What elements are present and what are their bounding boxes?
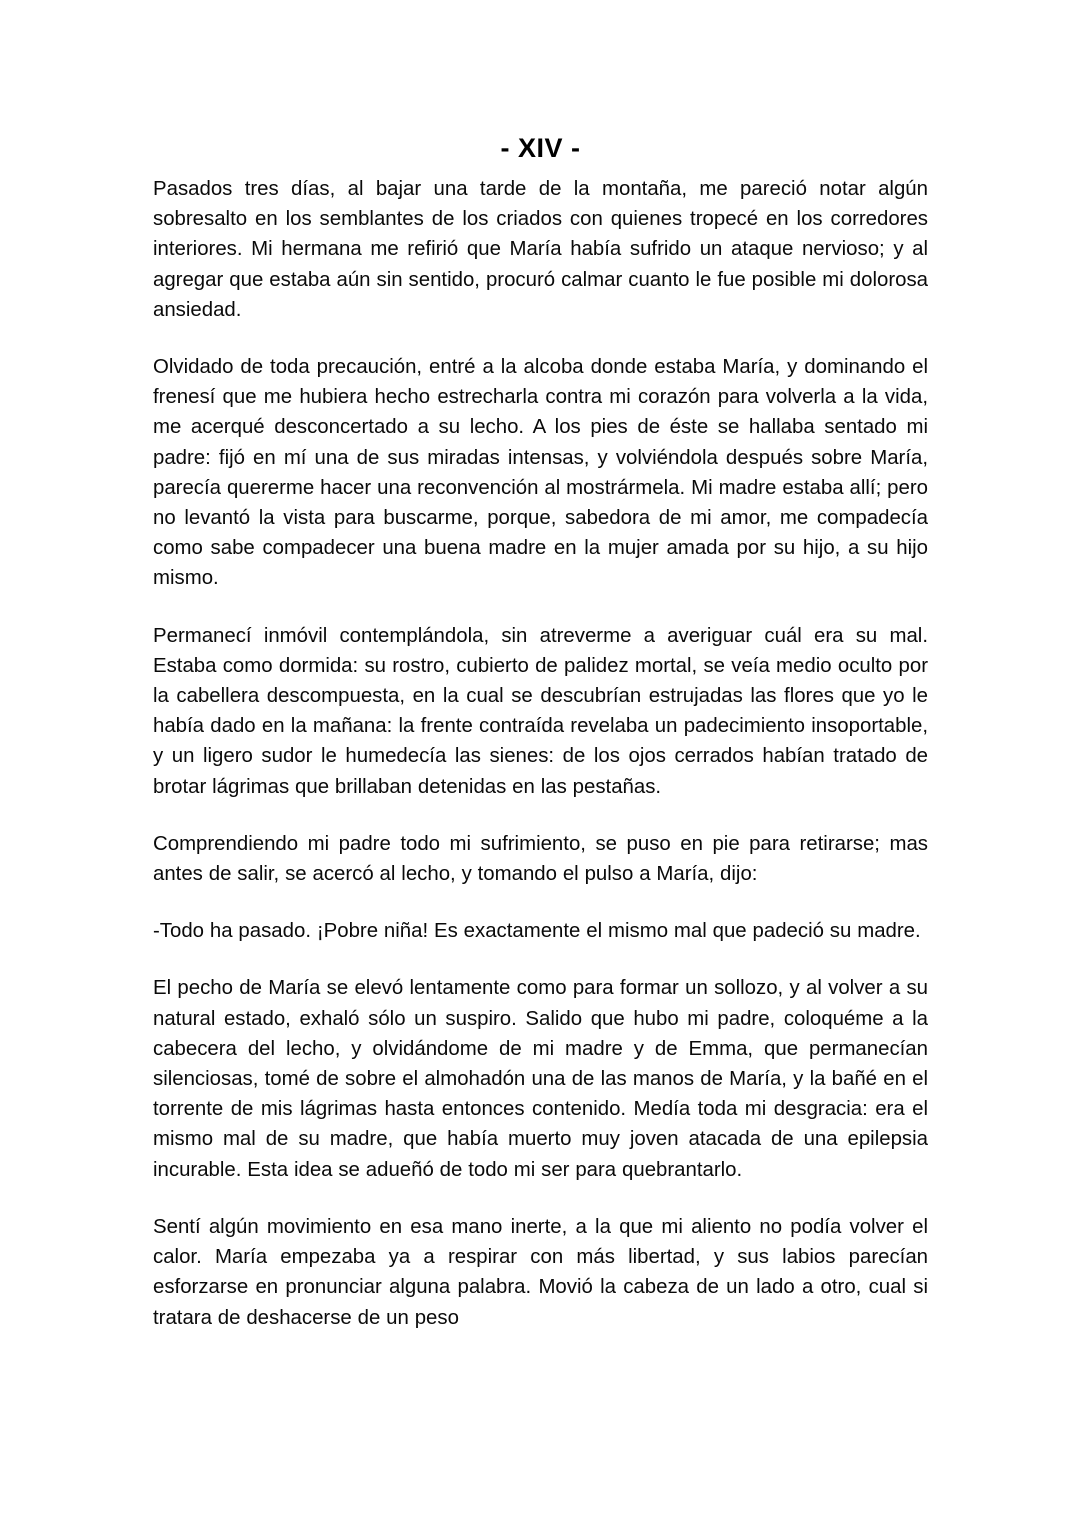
paragraph: Olvidado de toda precaución, entré a la alcoba donde estaba María, y dominando el frenesí que me hubiera hecho estrecharla contra mi corazón para volverla a la vida, me acerqué desconcertado a su lecho. A los pies de éste se hallaba sentado mi padre: fijó en mí una de sus miradas intensas, y volviéndola después sobre María, parecía quererme hacer una reconvención al mostrármela. Mi madre estaba allí; pero no levantó la vista para buscarme, porque, sabedora de mi amor, me compadecía como sabe compadecer una buena madre en la mujer amada por su hijo, a su hijo mismo. — [153, 356, 928, 590]
chapter-title: - XIV - — [500, 133, 581, 163]
body-text-block — [153, 165, 928, 1333]
paragraph: El pecho de María se elevó lentamente como para formar un sollozo, y al volver a su natural estado, exhaló sólo un suspiro. Salido que hubo mi padre, coloquéme a la cabecera del lecho, y olvidándome de mi madre y de Emma, que permanecían silenciosas, tomé de sobre el almohadón una de las manos de María, y la bañé en el torrente de mis lágrimas hasta entonces contenido. Medía toda mi desgracia: era el mismo mal de su madre, que había muerto muy joven atacada de una epilepsia incurable. Esta idea se adueñó de todo mi ser para quebrantarlo. — [153, 977, 928, 1181]
paragraph: Sentí algún movimiento en esa mano inerte, a la que mi aliento no podía volver el calor. María empezaba ya a respirar con más libertad, y sus labios parecían esforzarse en pronunciar alguna palabra. Movió la cabeza de un lado a otro, cual si tratara de deshacerse de un peso — [153, 1215, 928, 1329]
paragraph: Permanecí inmóvil contemplándola, sin atreverme a averiguar cuál era su mal. Estaba como dormida: su rostro, cubierto de palidez mortal, se veía medio oculto por la cabellera descompuesta, en la cual se descubrían estrujadas las flores que yo le había dado en la mañana: la frente contraída revelaba un padecimiento insoportable, y un ligero sudor le humedecía las sienes: de los ojos cerrados habían tratado de brotar lágrimas que brillaban detenidas en las pestañas. — [153, 624, 928, 798]
paragraph: Comprendiendo mi padre todo mi sufrimiento, se puso en pie para retirarse; mas antes de salir, se acercó al lecho, y tomando el pulso a María, dijo: — [153, 832, 928, 886]
paragraph: Pasados tres días, al bajar una tarde de la montaña, me pareció notar algún sobresalto en los semblantes de los criados con quienes tropecé en los corredores interiores. Mi hermana me refirió que María había sufrido un ataque nervioso; y al agregar que estaba aún sin sentido, procuró calmar cuanto le fue posible mi dolorosa ansiedad. — [153, 178, 928, 321]
page-content-column — [153, 0, 928, 1333]
paragraph: -Todo ha pasado. ¡Pobre niña! Es exactamente el mismo mal que padeció su madre. — [153, 920, 921, 943]
